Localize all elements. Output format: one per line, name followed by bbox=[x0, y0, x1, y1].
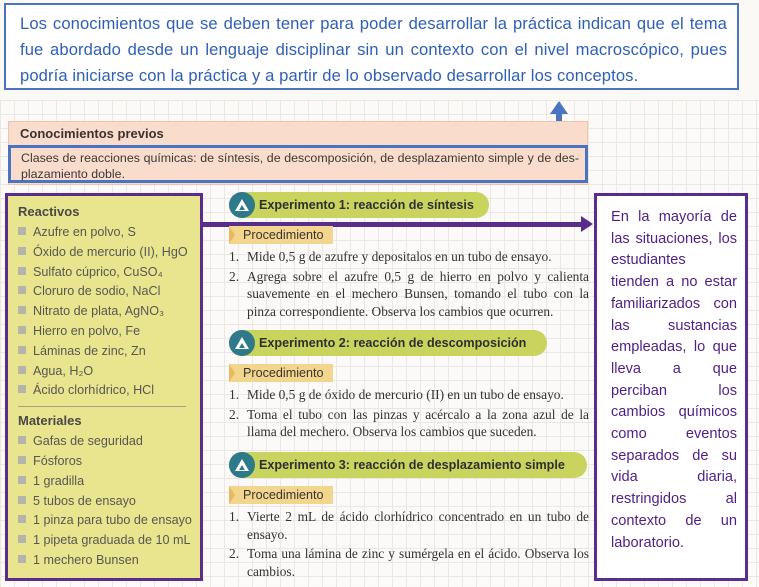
square-bullet-icon bbox=[18, 515, 26, 523]
experiment-2-header: Experimento 2: reacción de descomposición bbox=[229, 330, 547, 356]
materials-title: Materiales bbox=[18, 413, 82, 429]
square-bullet-icon bbox=[18, 306, 26, 314]
flask-icon bbox=[229, 452, 255, 478]
square-bullet-icon bbox=[18, 476, 26, 484]
reagent-item: Nitrato de plata, AgNO₃ bbox=[18, 302, 200, 322]
square-bullet-icon bbox=[18, 326, 26, 334]
prior-knowledge-text: Clases de reacciones químicas: de síntesis, de descomposición, de desplazamiento simple y de des-plazamiento doble. bbox=[8, 145, 588, 183]
experiment-3-steps bbox=[229, 508, 589, 582]
procedure-step: 1. Mide 0,5 g de azufre y depositalos en un tubo de ensayo. bbox=[229, 249, 552, 264]
reagent-item: Azufre en polvo, S bbox=[18, 223, 200, 243]
flask-icon bbox=[229, 330, 255, 356]
experiment-2-steps bbox=[229, 386, 589, 443]
reagent-item: Sulfato cúprico, CuSO₄ bbox=[18, 263, 200, 283]
procedure-step: 2. Toma el tubo con las pinzas y acércalo a la zona azul de la llama del mechero. Observa los cambios que suceden. bbox=[229, 406, 589, 439]
material-item: 1 mechero Bunsen bbox=[18, 551, 200, 571]
experiment-1-header: Experimento 1: reacción de síntesis bbox=[229, 192, 489, 218]
square-bullet-icon bbox=[18, 555, 26, 563]
square-bullet-icon bbox=[18, 456, 26, 464]
material-item: Fósforos bbox=[18, 452, 200, 472]
top-annotation-note: Los conocimientos que se deben tener para poder desarrollar la práctica indican que el tema fue abordado desde un lenguaje disciplinar sin un contexto con el nivel macroscópico, pues podría iniciarse con la práctica y a partir de lo observado desarrollar los conceptos. bbox=[4, 3, 739, 90]
square-bullet-icon bbox=[18, 436, 26, 444]
procedure-label: Procedimiento bbox=[229, 364, 333, 382]
experiment-3-header: Experimento 3: reacción de desplazamiento simple bbox=[229, 452, 587, 478]
procedure-step: 1. Mide 0,5 g de óxido de mercurio (II) en un tubo de ensayo. bbox=[229, 387, 564, 402]
square-bullet-icon bbox=[18, 535, 26, 543]
material-item: 1 gradilla bbox=[18, 472, 200, 492]
procedure-step: 1. Vierte 2 mL de ácido clorhídrico concentrado en un tubo de ensayo. bbox=[229, 509, 589, 542]
square-bullet-icon bbox=[18, 496, 26, 504]
procedure-label: Procedimiento bbox=[229, 486, 333, 504]
section-divider bbox=[18, 406, 186, 407]
reagents-title: Reactivos bbox=[18, 204, 80, 219]
square-bullet-icon bbox=[18, 346, 26, 354]
material-item: 1 pinza para tubo de ensayo bbox=[18, 511, 200, 531]
square-bullet-icon bbox=[18, 286, 26, 294]
flask-icon bbox=[229, 192, 255, 218]
square-bullet-icon bbox=[18, 267, 26, 275]
side-annotation-note: En la mayoría de las situaciones, los estudiantes tienden a no estar familiarizados con las sustancias empleadas, lo que lleva a que perciban los cambios químicos como eventos separados de su vida diaria, restringidos al contexto de un laboratorio. bbox=[594, 193, 748, 581]
reagent-item: Cloruro de sodio, NaCl bbox=[18, 282, 200, 302]
right-arrow-icon bbox=[581, 216, 593, 232]
reagent-item: Hierro en polvo, Fe bbox=[18, 322, 200, 342]
square-bullet-icon bbox=[18, 247, 26, 255]
procedure-step: 2. Agrega sobre el azufre 0,5 g de hierro en polvo y calienta suavemente en el mechero Bunsen, tomando el tubo con la pinza correspondiente. Observa los cambios que ocurren. bbox=[229, 268, 589, 319]
square-bullet-icon bbox=[18, 385, 26, 393]
procedure-step: 2. Toma una lámina de zinc y sumérgela en el ácido. Observa los cambios. bbox=[229, 546, 589, 579]
reagent-item: Óxido de mercurio (II), HgO bbox=[18, 243, 200, 263]
material-item: 5 tubos de ensayo bbox=[18, 492, 200, 512]
reagents-materials-panel bbox=[5, 193, 203, 581]
prior-knowledge-title: Conocimientos previos bbox=[20, 126, 164, 141]
material-item: 1 pipeta graduada de 10 mL bbox=[18, 531, 200, 551]
material-item: Gafas de seguridad bbox=[18, 432, 200, 452]
reagent-item: Ácido clorhídrico, HCl bbox=[18, 381, 200, 401]
square-bullet-icon bbox=[18, 366, 26, 374]
experiment-1-steps bbox=[229, 248, 589, 322]
up-arrow-icon bbox=[550, 101, 568, 114]
reagent-item: Láminas de zinc, Zn bbox=[18, 342, 200, 362]
reagent-item: Agua, H₂O bbox=[18, 362, 200, 382]
procedure-label: Procedimiento bbox=[229, 226, 333, 244]
square-bullet-icon bbox=[18, 227, 26, 235]
